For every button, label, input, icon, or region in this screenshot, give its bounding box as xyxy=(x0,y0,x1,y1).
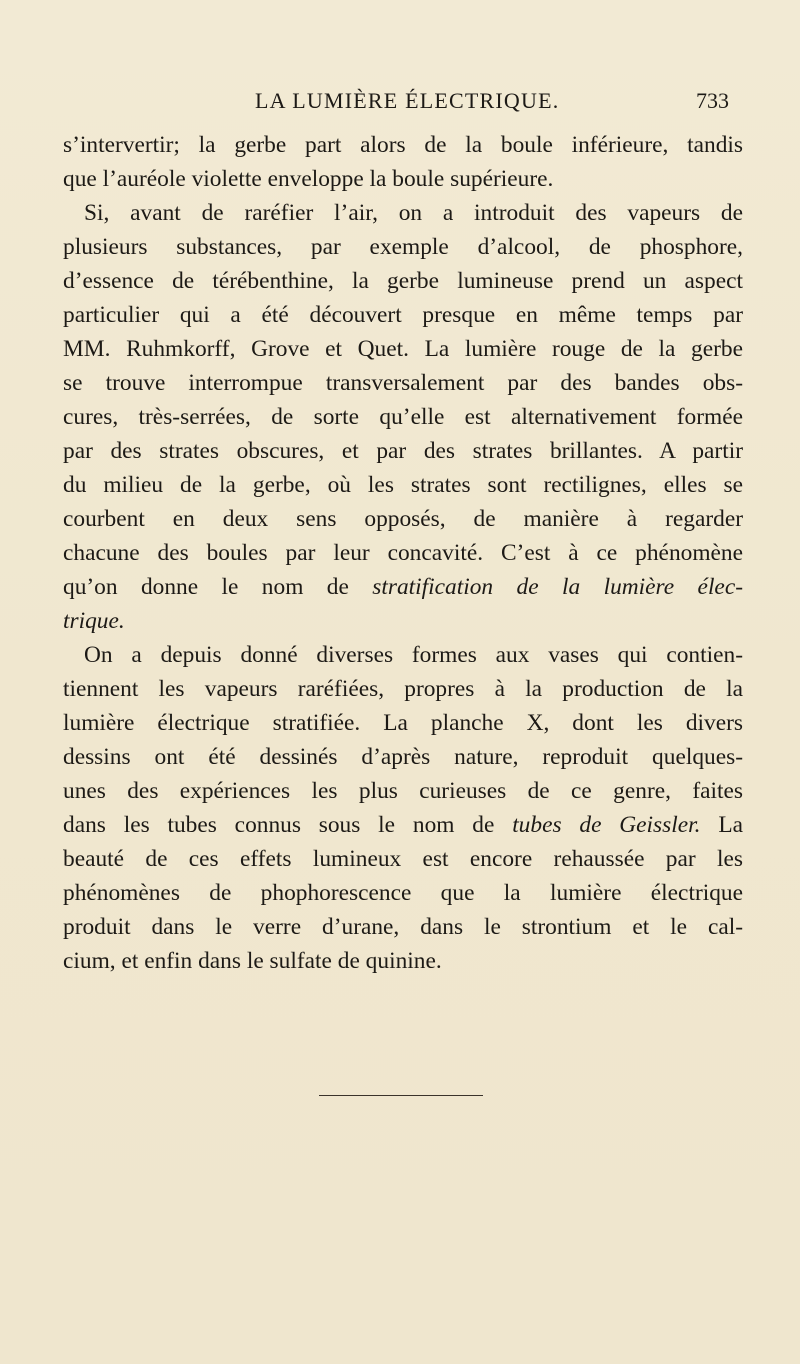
text-segment: qu’on donne le nom de xyxy=(63,574,349,600)
text-line xyxy=(63,604,743,638)
text-line: par des strates obscures, et par des strates brillantes. A partir xyxy=(63,438,743,464)
italic-term: trique. xyxy=(63,608,125,634)
text-line: s’intervertir; la gerbe part alors de la boule inférieure, tandis xyxy=(63,132,743,158)
text-line: dessins ont été dessinés d’après nature, reproduit quelques- xyxy=(63,744,743,770)
text-line: courbent en deux sens opposés, de manière à regarder xyxy=(63,506,743,532)
text-line-mixed xyxy=(63,808,743,842)
italic-term: tubes de Geissler. xyxy=(512,812,701,838)
running-title: LA LUMIÈRE ÉLECTRIQUE. xyxy=(255,88,560,113)
text-line-mixed xyxy=(63,570,743,604)
text-line: Si, avant de raréfier l’air, on a introduit des vapeurs de xyxy=(84,200,743,226)
text-line: que l’auréole violette enveloppe la boule supérieure. xyxy=(63,166,554,192)
text-line: tiennent les vapeurs raréfiées, propres à la production de la xyxy=(63,676,743,702)
text-line: MM. Ruhmkorff, Grove et Quet. La lumière rouge de la gerbe xyxy=(63,336,743,362)
text-line: plusieurs substances, par exemple d’alcool, de phosphore, xyxy=(63,234,743,260)
section-divider xyxy=(319,1095,483,1096)
text-segment: La xyxy=(718,812,743,838)
text-line: cures, très-serrées, de sorte qu’elle est alternativement formée xyxy=(63,404,743,430)
running-header xyxy=(0,88,800,120)
text-line: d’essence de térébenthine, la gerbe lumineuse prend un aspect xyxy=(63,268,743,294)
text-line: particulier qui a été découvert presque en même temps par xyxy=(63,302,743,328)
page-number: 733 xyxy=(696,88,729,113)
text-line: phénomènes de phophorescence que la lumière électrique xyxy=(63,880,743,906)
text-line: chacune des boules par leur concavité. C’est à ce phénomène xyxy=(63,540,743,566)
text-segment: dans les tubes connus sous le nom de xyxy=(63,812,495,838)
text-line: On a depuis donné diverses formes aux vases qui contien- xyxy=(84,642,743,668)
text-line: produit dans le verre d’urane, dans le strontium et le cal- xyxy=(63,914,743,940)
italic-term: stratification de la lumière élec- xyxy=(372,574,743,600)
text-line: cium, et enfin dans le sulfate de quinine. xyxy=(63,948,442,974)
text-line: beauté de ces effets lumineux est encore rehaussée par les xyxy=(63,846,743,872)
text-line: du milieu de la gerbe, où les strates sont rectilignes, elles se xyxy=(63,472,743,498)
text-line: unes des expériences les plus curieuses de ce genre, faites xyxy=(63,778,743,804)
text-line: lumière électrique stratifiée. La planche X, dont les divers xyxy=(63,710,743,736)
text-line: se trouve interrompue transversalement par des bandes obs- xyxy=(63,370,743,396)
